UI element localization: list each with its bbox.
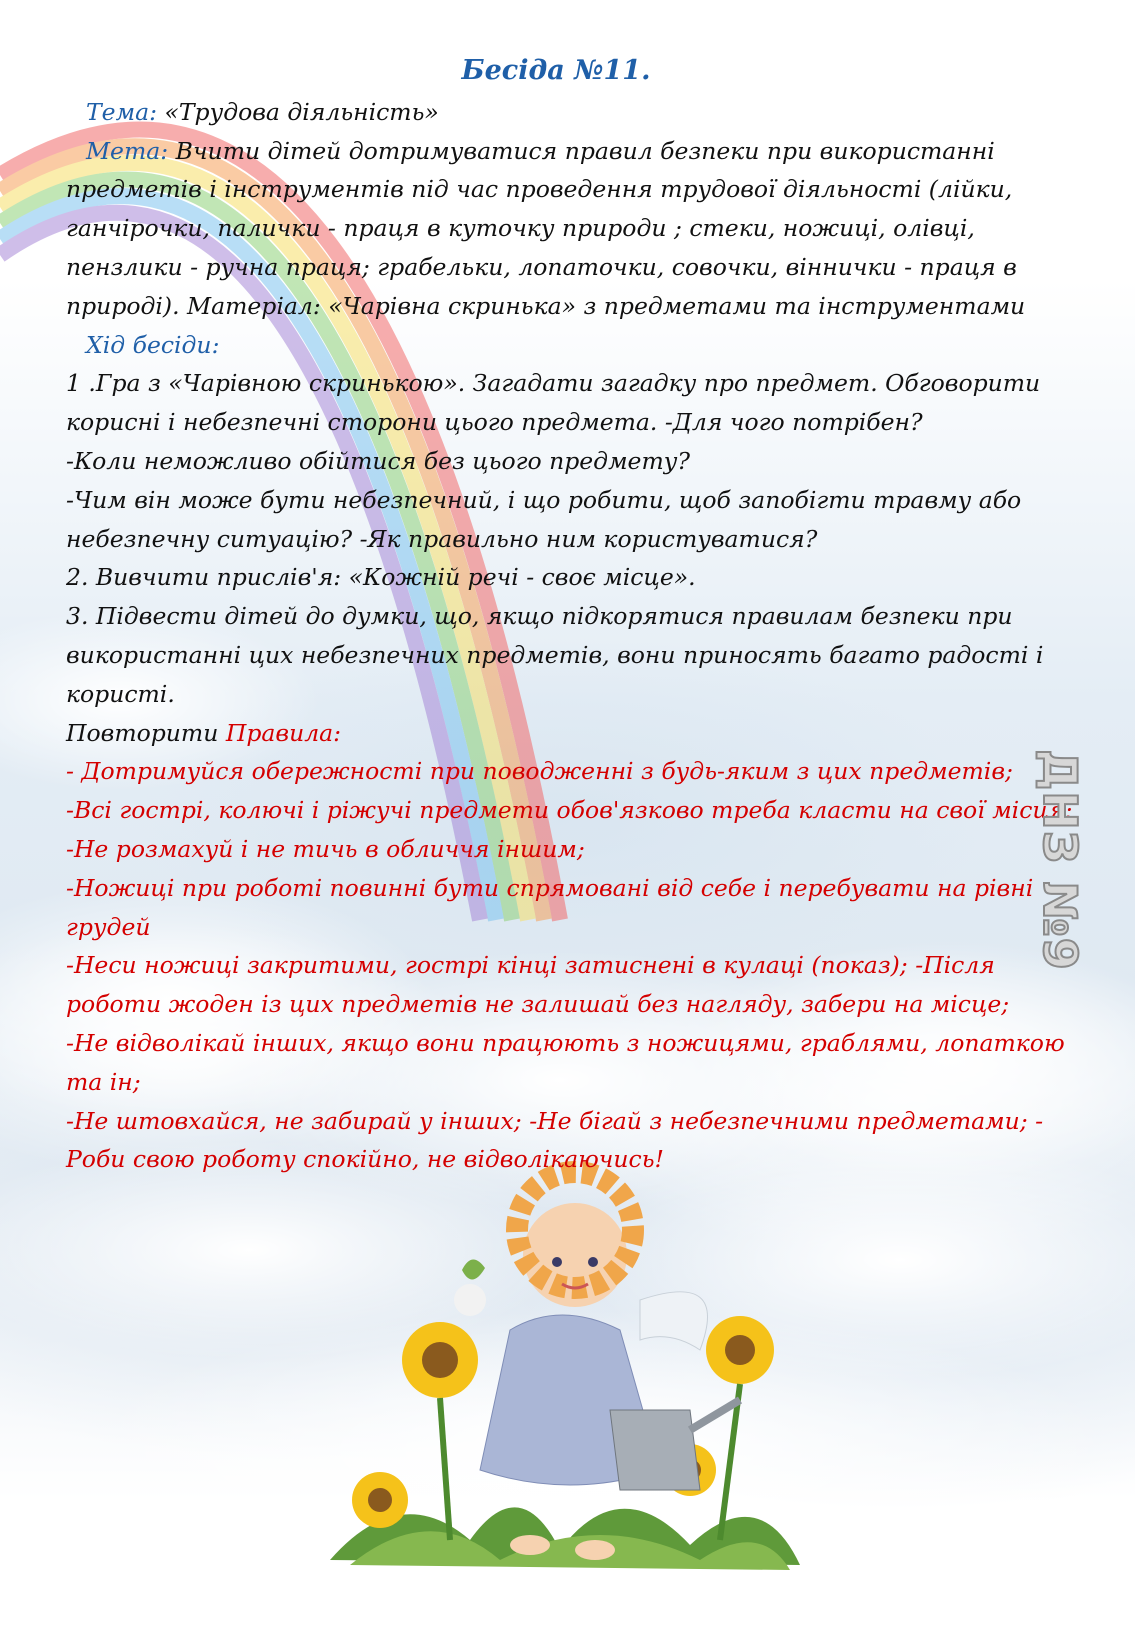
- rule-line: роботи жоден із цих предметів не залишай без нагляду, забери на місце;: [66, 990, 1010, 1019]
- rule-line: та ін;: [66, 1067, 141, 1096]
- step-line: -Коли неможливо обійтися без цього предмету?: [66, 446, 690, 475]
- document-title: Бесіда №11.: [461, 55, 651, 86]
- side-label: [1025, 749, 1095, 971]
- step-line: 2. Вивчити прислів'я: «Кожній речі - своє місце».: [66, 563, 696, 592]
- goal-text: Вчити дітей дотримуватися правил безпеки при використанні: [175, 136, 995, 165]
- goal-line-2: ганчірочки, палички - праця в куточку природи ; стеки, ножиці, олівці,: [66, 214, 975, 243]
- course-label: Хід бесіди:: [86, 330, 220, 359]
- repeat-label: Повторити: [66, 718, 219, 747]
- rule-line: - Дотримуйся обережності при поводженні з будь-яким з цих предметів;: [66, 757, 1013, 786]
- step-line: -Чим він може бути небезпечний, і що робити, щоб запобігти травму або: [66, 485, 1022, 514]
- goal-label: Мета:: [86, 136, 169, 165]
- goal-line-1: предметів і інструментів під час проведення трудової діяльності (лійки,: [66, 175, 1013, 204]
- theme-label: Тема:: [86, 97, 157, 126]
- rule-line: -Всі гострі, колючі і ріжучі предмети обов'язково треба класти на свої місця;: [66, 796, 1073, 825]
- repeat-rules-line: [66, 714, 1046, 753]
- rule-line: Роби свою роботу спокійно, не відволікаючись!: [66, 1145, 664, 1174]
- step-line: корисні і небезпечні сторони цього предмета. -Для чого потрібен?: [66, 408, 923, 437]
- goal-line-0: [66, 132, 1046, 171]
- rule-line: -Ножиці при роботі повинні бути спрямовані від себе і перебувати на рівні: [66, 873, 1034, 902]
- goal-line-3: пензлики - ручна праця; грабельки, лопаточки, совочки, віннички - праця в: [66, 252, 1017, 281]
- kindergarten-label: ДНЗ №9: [1033, 749, 1087, 971]
- rule-line: грудей: [66, 912, 151, 941]
- step-line: користі.: [66, 679, 175, 708]
- rules-label: Правила:: [225, 718, 342, 747]
- rule-line: -Не штовхайся, не забирай у інших; -Не бігай з небезпечними предметами; -: [66, 1106, 1044, 1135]
- goal-line-4: природі). Матеріал: «Чарівна скринька» з предметами та інструментами: [66, 291, 1026, 320]
- theme-value: «Трудова діяльність»: [164, 97, 439, 126]
- step-line: 1 .Гра з «Чарівною скринькою». Загадати загадку про предмет. Обговорити: [66, 369, 1041, 398]
- rule-line: -Неси ножиці закритими, гострі кінці затиснені в кулаці (показ); -Після: [66, 951, 995, 980]
- rule-line: -Не розмахуй і не тичь в обличчя іншим;: [66, 834, 585, 863]
- theme-line: [66, 93, 1046, 132]
- step-line: небезпечну ситуацію? -Як правильно ним користуватися?: [66, 524, 818, 553]
- rule-line: -Не відволікай інших, якщо вони працюють з ножицями, граблями, лопаткою: [66, 1028, 1065, 1057]
- step-line: 3. Підвести дітей до думки, що, якщо підкорятися правилам безпеки при: [66, 602, 1013, 631]
- step-line: використанні цих небезпечних предметів, вони приносять багато радості і: [66, 640, 1044, 669]
